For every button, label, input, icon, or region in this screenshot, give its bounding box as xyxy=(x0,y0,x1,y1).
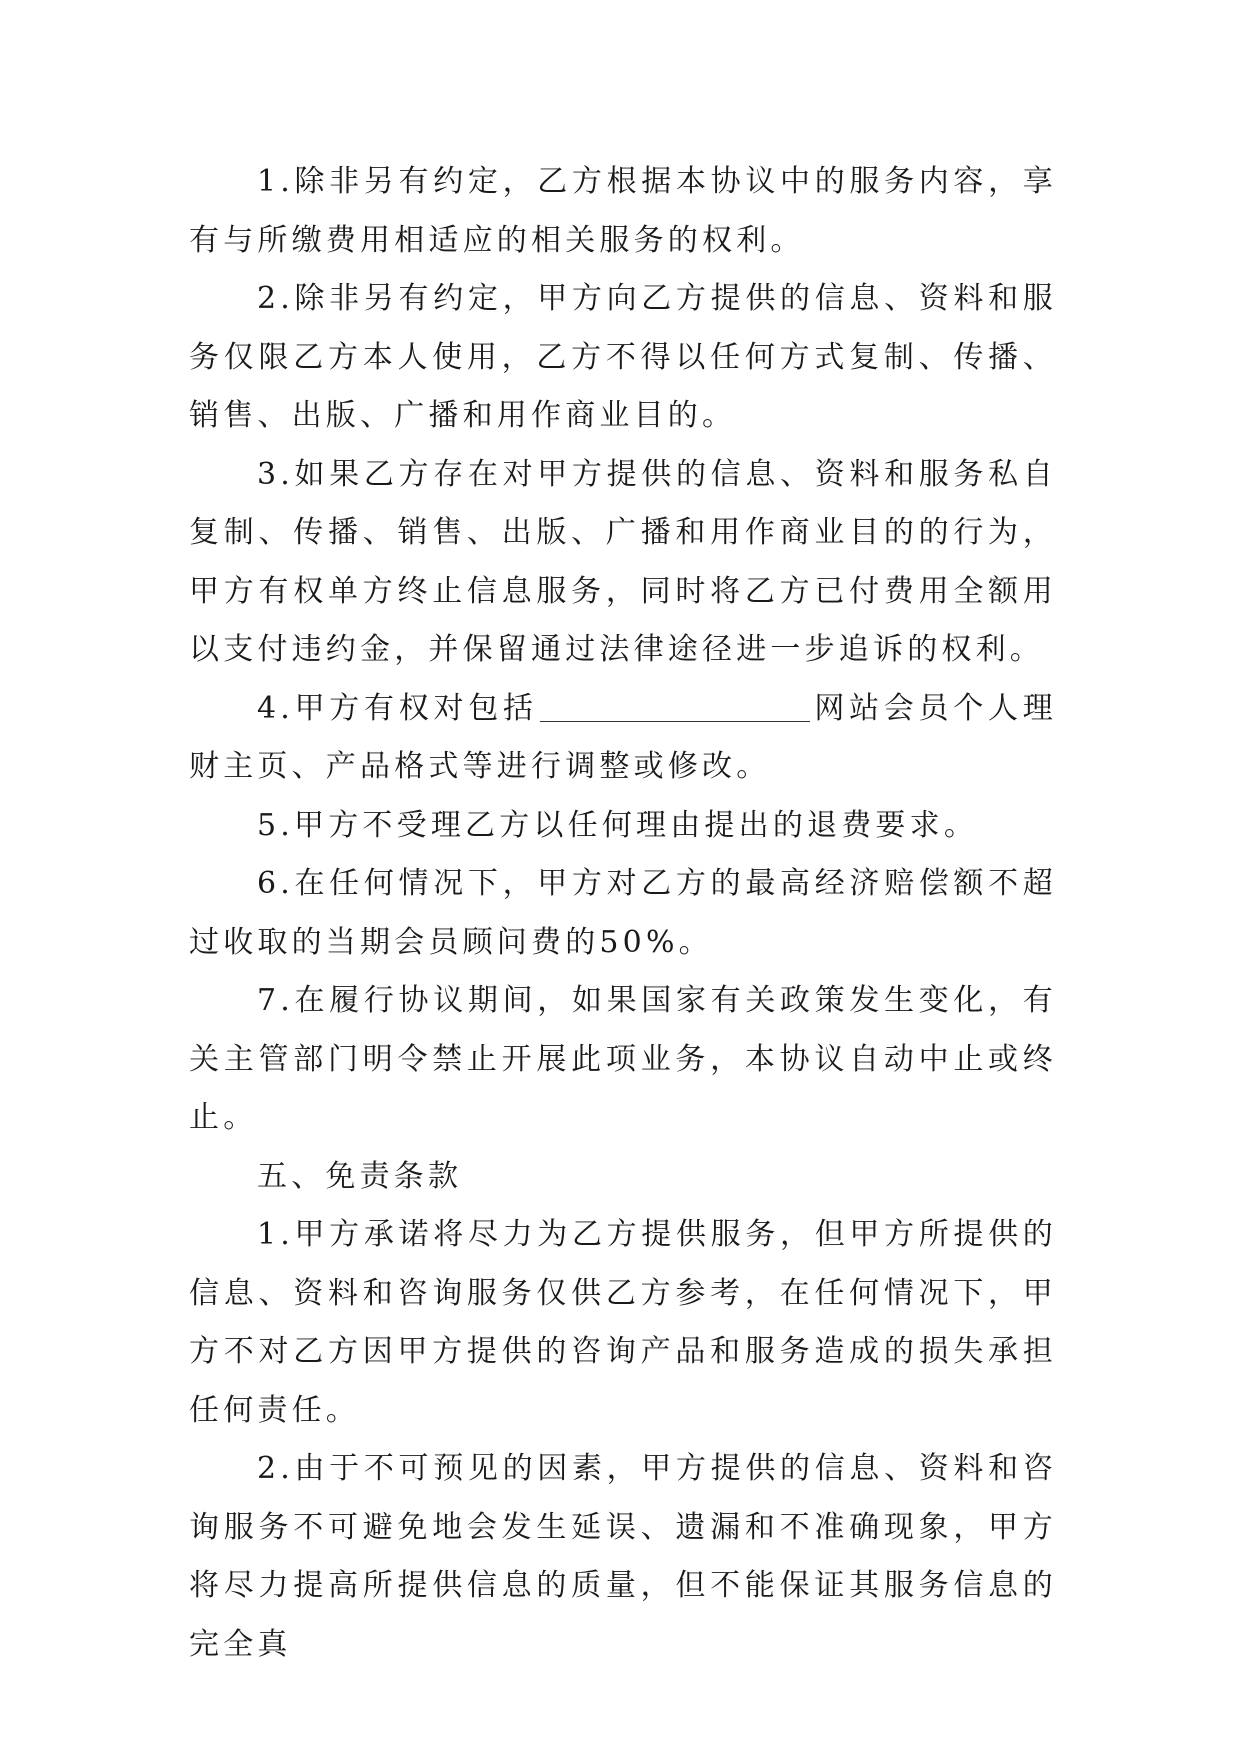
clause-5-2: 2.由于不可预见的因素，甲方提供的信息、资料和咨询服务不可避免地会发生延误、遗漏和不准确现象，甲方将尽力提高所提供信息的质量，但不能保证其服务信息的完全真 xyxy=(189,1451,1057,1662)
clause-4-3: 3.如果乙方存在对甲方提供的信息、资料和服务私自复制、传播、销售、出版、广播和用作商业目的的行为，甲方有权单方终止信息服务，同时将乙方已付费用全额用以支付违约金，并保留通过法律途径进一步追诉的权利。 xyxy=(189,456,1057,667)
clause-4-2: 2.除非另有约定，甲方向乙方提供的信息、资料和服务仅限乙方本人使用，乙方不得以任何方式复制、传播、销售、出版、广播和用作商业目的。 xyxy=(189,281,1057,433)
clause-4-7: 7.在履行协议期间，如果国家有关政策发生变化，有关主管部门明令禁止开展此项业务，本协议自动中止或终止。 xyxy=(189,983,1057,1135)
clause-5-1: 1.甲方承诺将尽力为乙方提供服务，但甲方所提供的信息、资料和咨询服务仅供乙方参考，在任何情况下，甲方不对乙方因甲方提供的咨询产品和服务造成的损失承担任何责任。 xyxy=(189,1217,1057,1428)
section-5-heading: 五、免责条款 xyxy=(257,1158,463,1194)
clause-4-6: 6.在任何情况下，甲方对乙方的最高经济赔偿额不超过收取的当期会员顾问费的50%。 xyxy=(189,866,1057,960)
clause-4-4-text-before: 4.甲方有权对包括 xyxy=(257,690,538,726)
clause-4-5: 5.甲方不受理乙方以任何理由提出的退费要求。 xyxy=(257,807,979,843)
document-body xyxy=(189,153,1057,1674)
clause-4-4 xyxy=(189,680,1057,797)
clause-4-4-text-after: 网站会员个人理财主页、产品格式等进行调整或修改。 xyxy=(189,690,1057,784)
clause-4-1: 1.除非另有约定，乙方根据本协议中的服务内容，享有与所缴费用相适应的相关服务的权利。 xyxy=(189,164,1057,258)
fill-in-blank-line xyxy=(540,691,810,722)
